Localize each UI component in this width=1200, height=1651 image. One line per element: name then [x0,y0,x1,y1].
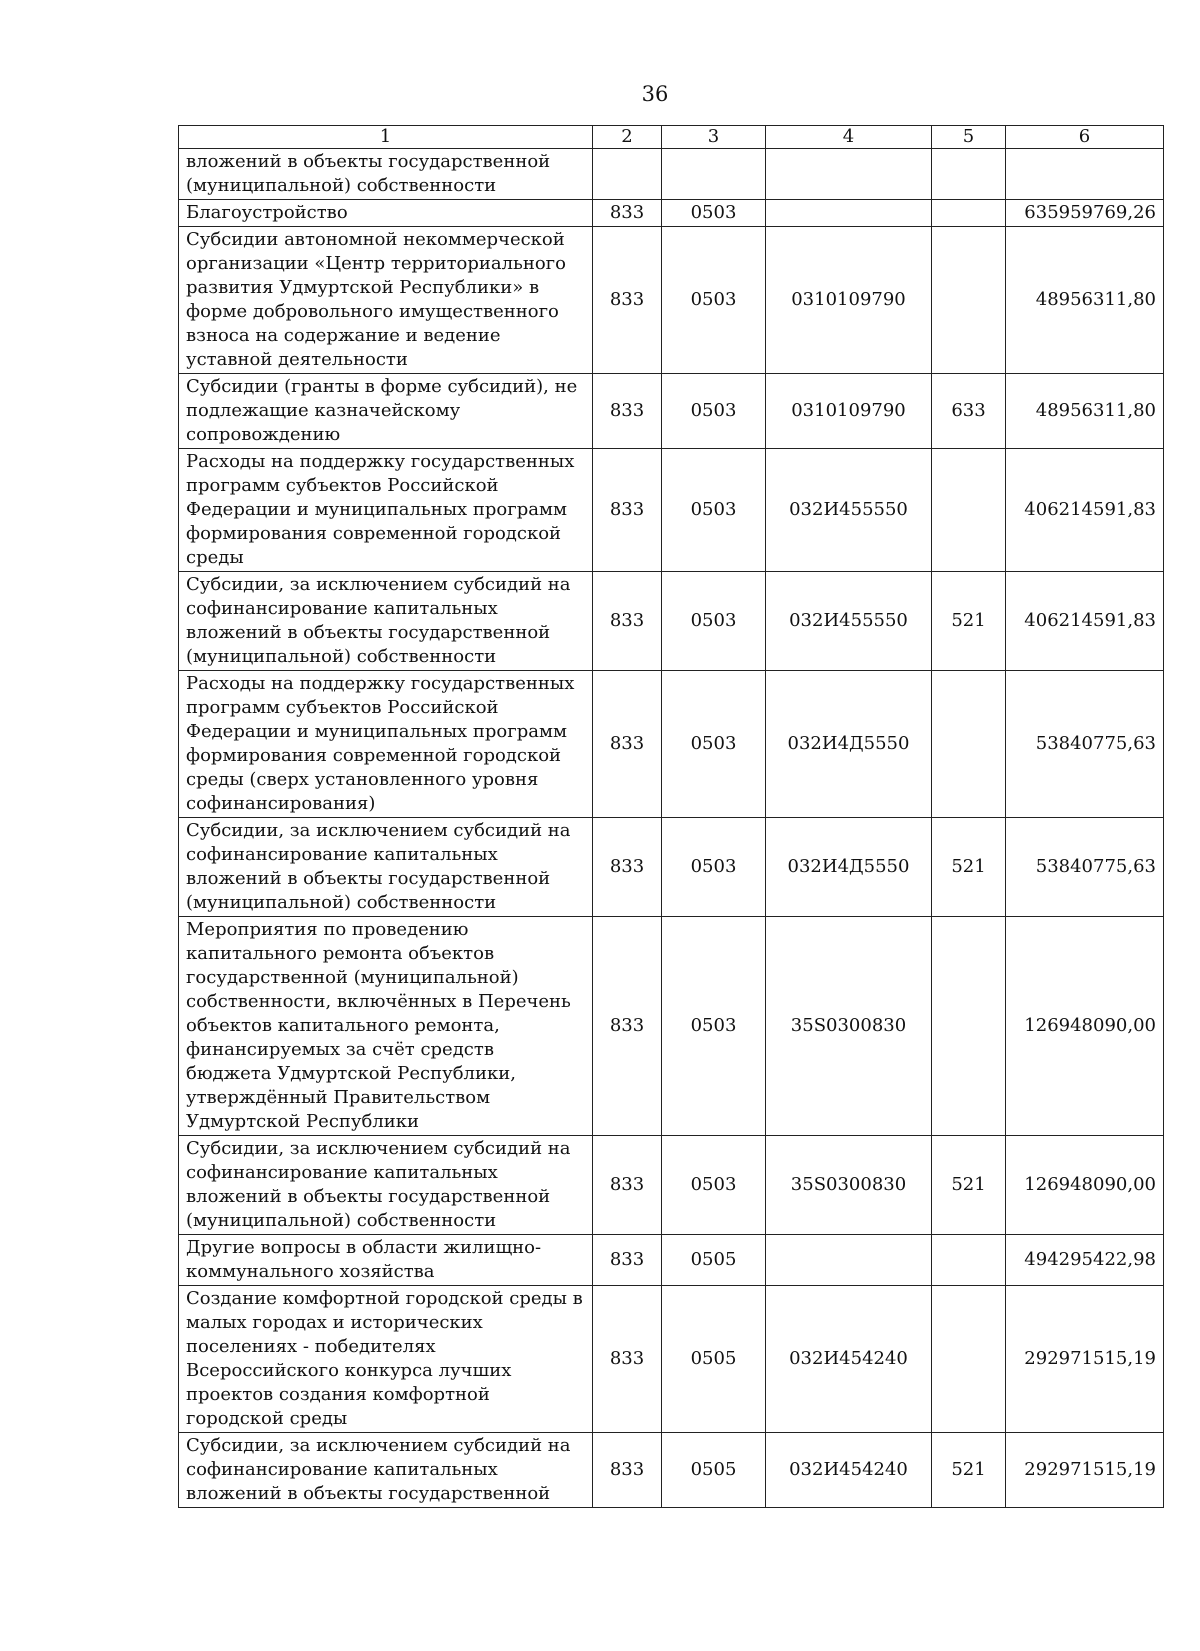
department-code: 833 [593,1286,662,1433]
expense-name: Субсидии автономной некоммерческой организации «Центр территориального развития Удмуртской Республики» в форме добровольного имущественного взноса на содержание и ведение уставной деятельности [179,227,593,374]
target-article-code: 032И455550 [766,572,932,671]
expense-type-code [932,671,1006,818]
amount: 635959769,26 [1006,200,1164,227]
expense-name: Субсидии, за исключением субсидий на софинансирование капитальных вложений в объекты государственной (муниципальной) собственности [179,1136,593,1235]
amount: 494295422,98 [1006,1235,1164,1286]
expense-type-code: 521 [932,1433,1006,1508]
section-code: 0503 [662,572,766,671]
target-article-code: 0310109790 [766,227,932,374]
target-article-code [766,200,932,227]
expense-type-code: 521 [932,818,1006,917]
column-header: 6 [1006,126,1164,149]
section-code: 0505 [662,1433,766,1508]
section-code: 0503 [662,200,766,227]
table-row [179,818,1164,917]
table-row [179,917,1164,1136]
section-code: 0503 [662,449,766,572]
expense-name: Мероприятия по проведению капитального ремонта объектов государственной (муниципальной) собственности, включённых в Перечень объектов капитального ремонта, финансируемых за счёт средств бюджета Удмуртской Республики, утверждённый Правительством Удмуртской Республики [179,917,593,1136]
expense-name: Субсидии (гранты в форме субсидий), не подлежащие казначейскому сопровождению [179,374,593,449]
expense-type-code: 521 [932,1136,1006,1235]
column-header: 1 [179,126,593,149]
page-number: 36 [641,82,669,106]
target-article-code [766,149,932,200]
section-code: 0505 [662,1235,766,1286]
target-article-code: 35S0300830 [766,1136,932,1235]
target-article-code [766,1235,932,1286]
table-row [179,1235,1164,1286]
table-row [179,572,1164,671]
expense-type-code [932,200,1006,227]
department-code: 833 [593,227,662,374]
section-code: 0505 [662,1286,766,1433]
department-code: 833 [593,200,662,227]
table-row [179,200,1164,227]
department-code: 833 [593,572,662,671]
table-row [179,1433,1164,1508]
table-row [179,671,1164,818]
expense-name: Субсидии, за исключением субсидий на софинансирование капитальных вложений в объекты государственной (муниципальной) собственности [179,572,593,671]
expense-name: Расходы на поддержку государственных программ субъектов Российской Федерации и муниципальных программ формирования современной городской среды [179,449,593,572]
section-code: 0503 [662,671,766,818]
section-code: 0503 [662,374,766,449]
expense-type-code [932,227,1006,374]
department-code [593,149,662,200]
department-code: 833 [593,818,662,917]
table-row [179,374,1164,449]
column-header: 5 [932,126,1006,149]
expense-name: Субсидии, за исключением субсидий на софинансирование капитальных вложений в объекты государственной (муниципальной) собственности [179,818,593,917]
amount: 48956311,80 [1006,374,1164,449]
table-row [179,1136,1164,1235]
department-code: 833 [593,449,662,572]
table-row [179,227,1164,374]
target-article-code: 032И454240 [766,1433,932,1508]
amount: 292971515,19 [1006,1433,1164,1508]
amount: 53840775,63 [1006,671,1164,818]
expense-name: вложений в объекты государственной (муниципальной) собственности [179,149,593,200]
department-code: 833 [593,671,662,818]
amount: 53840775,63 [1006,818,1164,917]
table-row [179,149,1164,200]
table-row [179,1286,1164,1433]
column-header: 2 [593,126,662,149]
amount: 126948090,00 [1006,1136,1164,1235]
section-code: 0503 [662,227,766,374]
expense-name: Создание комфортной городской среды в малых городах и исторических поселениях - победителях Всероссийского конкурса лучших проектов создания комфортной городской среды [179,1286,593,1433]
table-row [179,449,1164,572]
target-article-code: 032И455550 [766,449,932,572]
expense-type-code: 633 [932,374,1006,449]
expense-type-code [932,1286,1006,1433]
department-code: 833 [593,1235,662,1286]
section-code: 0503 [662,917,766,1136]
expense-name: Другие вопросы в области жилищно-коммунального хозяйства [179,1235,593,1286]
expense-type-code: 521 [932,572,1006,671]
expense-type-code [932,1235,1006,1286]
budget-table [178,125,1164,1508]
section-code: 0503 [662,818,766,917]
section-code [662,149,766,200]
target-article-code: 35S0300830 [766,917,932,1136]
target-article-code: 032И4Д5550 [766,818,932,917]
amount: 406214591,83 [1006,449,1164,572]
department-code: 833 [593,374,662,449]
expense-type-code [932,917,1006,1136]
amount [1006,149,1164,200]
expense-type-code [932,449,1006,572]
expense-type-code [932,149,1006,200]
expense-name: Благоустройство [179,200,593,227]
target-article-code: 0310109790 [766,374,932,449]
expense-name: Расходы на поддержку государственных программ субъектов Российской Федерации и муниципальных программ формирования современной городской среды (сверх установленного уровня софинансирования) [179,671,593,818]
amount: 126948090,00 [1006,917,1164,1136]
column-header: 4 [766,126,932,149]
amount: 406214591,83 [1006,572,1164,671]
department-code: 833 [593,1433,662,1508]
column-header: 3 [662,126,766,149]
section-code: 0503 [662,1136,766,1235]
amount: 48956311,80 [1006,227,1164,374]
department-code: 833 [593,917,662,1136]
target-article-code: 032И4Д5550 [766,671,932,818]
expense-name: Субсидии, за исключением субсидий на софинансирование капитальных вложений в объекты государственной [179,1433,593,1508]
amount: 292971515,19 [1006,1286,1164,1433]
target-article-code: 032И454240 [766,1286,932,1433]
department-code: 833 [593,1136,662,1235]
table-header-row [179,126,1164,149]
